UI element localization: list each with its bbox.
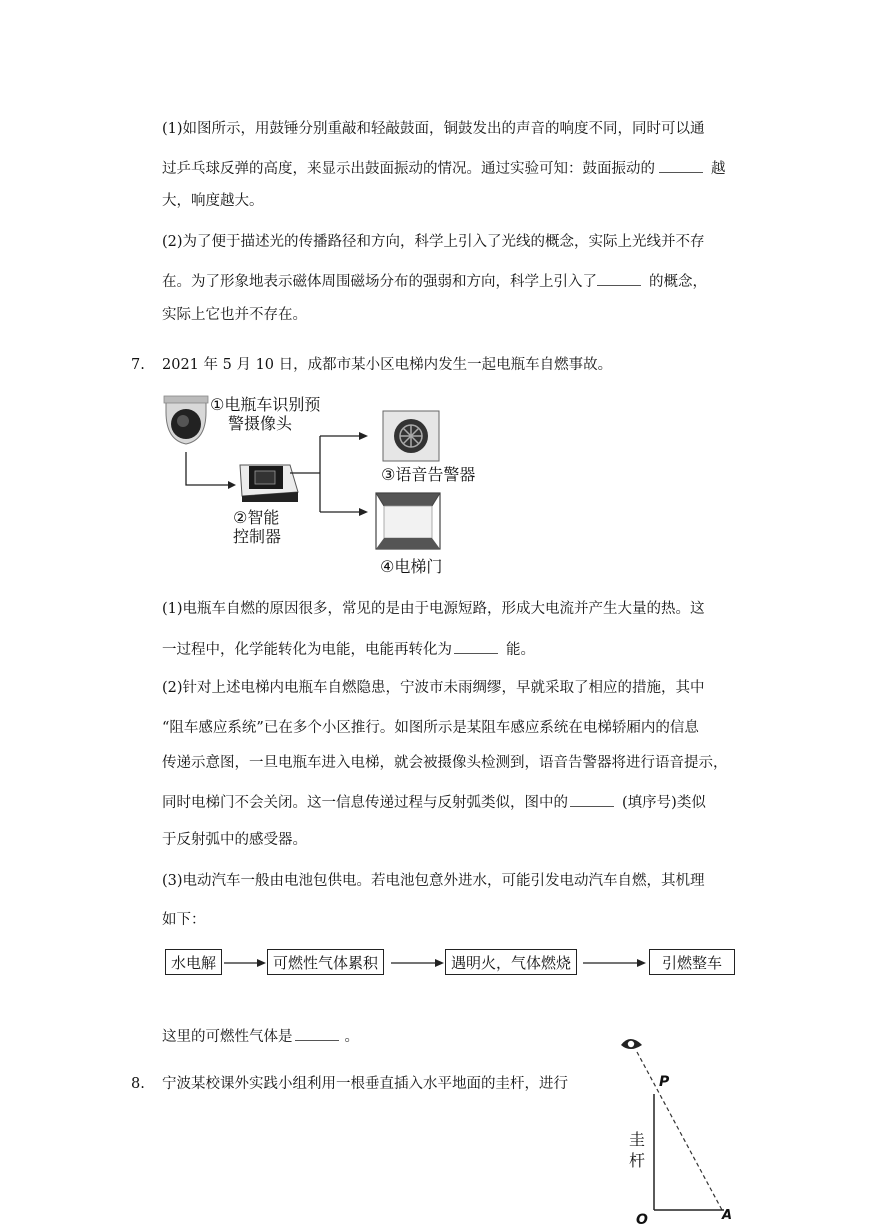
q7-part3-line1: (3)电动汽车一般由电池包供电。若电池包意外进水，可能引发电动汽车自燃，其机理 bbox=[162, 873, 705, 889]
flow-step-2: 可燃性气体累积 bbox=[267, 949, 384, 975]
question-stem: 2021 年 5 月 10 日，成都市某小区电梯内发生一起电瓶车自燃事故。 bbox=[162, 357, 613, 373]
point-a-label: A bbox=[722, 1208, 733, 1223]
q6-part2-line2-tail: 的概念， bbox=[649, 274, 707, 290]
q7-part3-line3-text: 这里的可燃性气体是 bbox=[162, 1029, 293, 1045]
question-number: 7. bbox=[131, 357, 145, 373]
q7-part1-line2 bbox=[162, 639, 535, 660]
q7-part1-line2-text: 一过程中，化学能转化为电能，电能再转化为 bbox=[162, 642, 452, 658]
elevator-door-icon bbox=[376, 493, 440, 549]
q7-part1-line1: (1)电瓶车自燃的原因很多，常见的是由于电源短路，形成大电流并产生大量的热。这 bbox=[162, 601, 705, 617]
q6-part1-line1: (1)如图所示，用鼓锤分别重敲和轻敲鼓面，铜鼓发出的声音的响度不同，同时可以通 bbox=[162, 121, 705, 137]
q6-part2-line1: (2)为了便于描述光的传播路径和方向，科学上引入了光线的概念，实际上光线并不存 bbox=[162, 234, 705, 250]
q6-part1-line2-text: 过乒乓球反弹的高度，来显示出鼓面振动的情况。通过实验可知：鼓面振动的 bbox=[162, 161, 655, 177]
pole-label: 圭 bbox=[629, 1130, 646, 1149]
question-stem: 宁波某校课外实践小组利用一根垂直插入水平地面的圭杆，进行 bbox=[162, 1076, 568, 1092]
q7-part3-line3-tail: 。 bbox=[344, 1029, 359, 1045]
answer-blank[interactable] bbox=[295, 1026, 339, 1041]
answer-blank[interactable] bbox=[454, 639, 498, 654]
q7-part3-line2: 如下： bbox=[162, 912, 206, 928]
q7-part2-line4 bbox=[162, 792, 706, 813]
flow-step-4: 引燃整车 bbox=[649, 949, 735, 975]
q6-part2-line2-text: 在。为了形象地表示磁体周围磁场分布的强弱和方向，科学上引入了 bbox=[162, 274, 597, 290]
answer-blank[interactable] bbox=[570, 792, 614, 807]
point-p-label: P bbox=[659, 1074, 670, 1090]
q7-part2-line4-text: 同时电梯门不会关闭。这一信息传递过程与反射弧类似，图中的 bbox=[162, 795, 568, 811]
q7-part2-line4-tail: (填序号)类似 bbox=[622, 795, 706, 811]
q7-part2-line2: “阻车感应系统”已在多个小区推行。如图所示是某阻车感应系统在电梯轿厢内的信息 bbox=[162, 720, 699, 736]
flow-step-3: 遇明火，气体燃烧 bbox=[445, 949, 577, 975]
camera-label-line2: 警摄像头 bbox=[228, 414, 293, 433]
controller-icon bbox=[240, 465, 298, 502]
camera-icon bbox=[164, 396, 208, 444]
q6-part2-line3: 实际上它也并不存在。 bbox=[162, 307, 307, 323]
point-o-label: O bbox=[636, 1212, 648, 1228]
q7-part1-line2-tail: 能。 bbox=[506, 642, 535, 658]
flow-step-1: 水电解 bbox=[165, 949, 222, 975]
camera-label: ①电瓶车识别预 bbox=[210, 395, 321, 414]
alarm-label: ③语音告警器 bbox=[381, 465, 476, 484]
q7-part3-line3 bbox=[162, 1026, 359, 1047]
q7-part2-line3: 传递示意图，一旦电瓶车进入电梯，就会被摄像头检测到，语音告警器将进行语音提示， bbox=[162, 755, 728, 771]
question-number: 8. bbox=[131, 1076, 145, 1092]
q6-part1-line3: 大，响度越大。 bbox=[162, 193, 264, 209]
door-label: ④电梯门 bbox=[380, 557, 443, 576]
q7-part2-line5: 于反射弧中的感受器。 bbox=[162, 832, 307, 848]
pole-label-line2: 杆 bbox=[629, 1151, 646, 1170]
q7-part2-line1: (2)针对上述电梯内电瓶车自燃隐患，宁波市未雨绸缪，早就采取了相应的措施，其中 bbox=[162, 680, 705, 696]
alarm-icon bbox=[383, 411, 439, 461]
controller-label-line2: 控制器 bbox=[233, 527, 282, 546]
controller-label: ②智能 bbox=[233, 508, 280, 527]
q8-diagram bbox=[621, 1039, 724, 1210]
q6-part1-line2-tail: 越 bbox=[711, 161, 726, 177]
